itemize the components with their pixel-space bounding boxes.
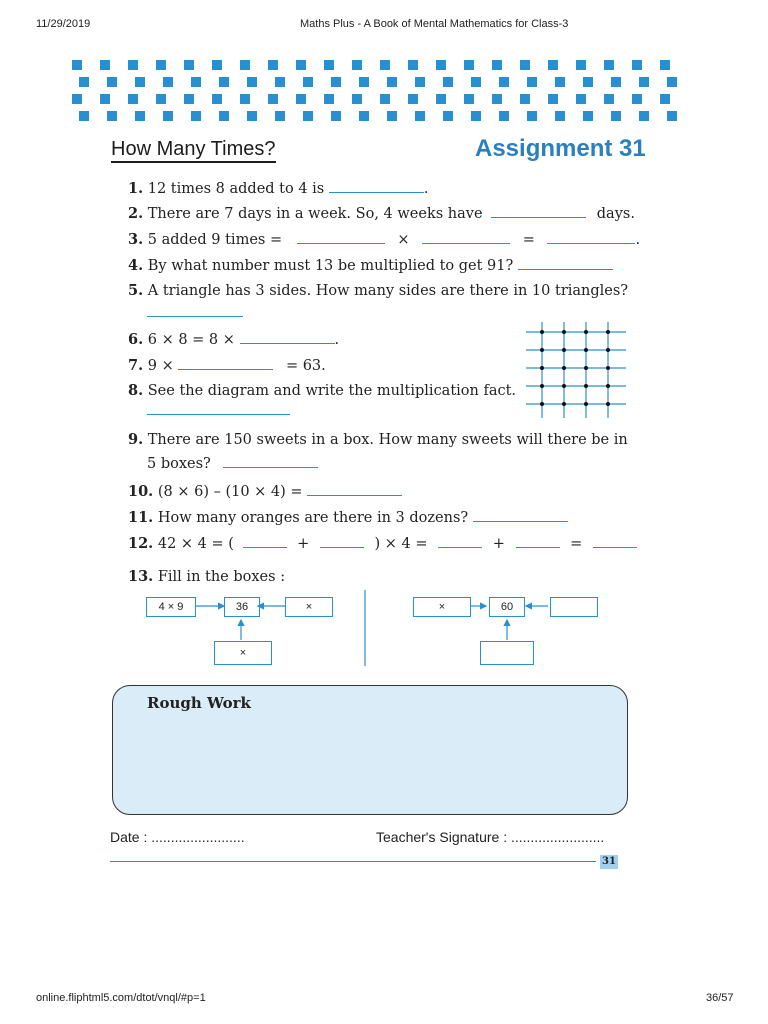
answer-blank[interactable] <box>422 231 510 244</box>
box-36: 36 <box>224 597 260 617</box>
checker-square <box>611 77 621 87</box>
checker-square <box>527 77 537 87</box>
checker-square <box>219 111 229 121</box>
page-number-badge: 31 <box>600 855 618 869</box>
checker-square <box>639 111 649 121</box>
checker-square <box>352 60 362 70</box>
answer-blank[interactable] <box>147 316 243 317</box>
assignment-title: Assignment 31 <box>475 135 646 162</box>
checker-square <box>583 77 593 87</box>
question-9: 9. There are 150 sweets in a box. How many sweets will there be in <box>128 431 628 448</box>
checker-square <box>548 94 558 104</box>
question-8: 8. See the diagram and write the multiplication fact. <box>128 382 517 399</box>
date-field: Date : ........................ <box>110 829 245 845</box>
checker-square <box>268 60 278 70</box>
checker-square <box>492 60 502 70</box>
checker-square <box>79 111 89 121</box>
checker-square <box>184 94 194 104</box>
checker-square <box>604 60 614 70</box>
checker-square <box>660 94 670 104</box>
checker-square <box>583 111 593 121</box>
box-multiply-input[interactable]: × <box>413 597 471 617</box>
checker-square <box>499 77 509 87</box>
checker-square <box>296 60 306 70</box>
question-5: 5. A triangle has 3 sides. How many sides are there in 10 triangles? <box>128 282 629 299</box>
checker-square <box>520 60 530 70</box>
checker-banner <box>72 60 688 128</box>
checker-square <box>107 111 117 121</box>
checker-square <box>240 94 250 104</box>
question-9-cont: 5 boxes? <box>147 455 318 473</box>
answer-blank[interactable] <box>243 535 287 548</box>
checker-square <box>163 111 173 121</box>
question-2: 2. There are 7 days in a week. So, 4 weeks have days. <box>128 205 635 222</box>
answer-blank[interactable] <box>329 180 424 193</box>
header-title: Maths Plus - A Book of Mental Mathematics for Class-3 <box>300 18 569 30</box>
checker-square <box>219 77 229 87</box>
checker-square <box>275 77 285 87</box>
checker-square <box>247 111 257 121</box>
checker-square <box>492 94 502 104</box>
checker-square <box>408 60 418 70</box>
checker-square <box>324 94 334 104</box>
checker-square <box>191 77 201 87</box>
checker-square <box>499 111 509 121</box>
checker-square <box>380 60 390 70</box>
box-empty-input[interactable] <box>480 641 534 665</box>
checker-square <box>135 111 145 121</box>
checker-square <box>576 94 586 104</box>
box-4x9: 4 × 9 <box>146 597 196 617</box>
box-empty-input[interactable] <box>550 597 598 617</box>
topic-title: How Many Times? <box>111 138 276 163</box>
header-date: 11/29/2019 <box>36 18 91 30</box>
footer-page-count: 36/57 <box>706 992 734 1004</box>
checker-square <box>520 94 530 104</box>
checker-square <box>380 94 390 104</box>
dot-grid-diagram <box>526 322 626 418</box>
checker-square <box>527 111 537 121</box>
checker-square <box>247 77 257 87</box>
checker-square <box>156 94 166 104</box>
checker-square <box>275 111 285 121</box>
checker-square <box>324 60 334 70</box>
answer-blank[interactable] <box>223 455 318 468</box>
checker-square <box>639 77 649 87</box>
question-11: 11. How many oranges are there in 3 dozens? <box>128 509 568 527</box>
checker-square <box>387 111 397 121</box>
checker-square <box>471 111 481 121</box>
question-7: 7. 9 × = 63. <box>128 357 326 374</box>
box-multiply-input[interactable]: × <box>214 641 272 665</box>
answer-blank[interactable] <box>320 535 364 548</box>
checker-square <box>212 60 222 70</box>
checker-square <box>100 60 110 70</box>
footer-url: online.fliphtml5.com/dtot/vnql/#p=1 <box>36 992 206 1004</box>
answer-blank[interactable] <box>491 205 586 218</box>
checker-square <box>471 77 481 87</box>
checker-square <box>611 111 621 121</box>
question-3: 3. 5 added 9 times = × = . <box>128 231 641 248</box>
checker-square <box>156 60 166 70</box>
answer-blank[interactable] <box>147 414 290 415</box>
checker-square <box>268 94 278 104</box>
checker-square <box>331 111 341 121</box>
checker-square <box>604 94 614 104</box>
checker-square <box>359 77 369 87</box>
question-10: 10. (8 × 6) – (10 × 4) = <box>128 483 402 501</box>
checker-square <box>443 111 453 121</box>
answer-blank[interactable] <box>178 357 273 370</box>
footer-rule <box>110 861 596 862</box>
answer-blank[interactable] <box>240 331 335 344</box>
checker-square <box>415 77 425 87</box>
checker-square <box>331 77 341 87</box>
answer-blank[interactable] <box>547 231 635 244</box>
checker-square <box>464 60 474 70</box>
question-12: 12. 42 × 4 = ( + ) × 4 = + = <box>128 535 637 553</box>
checker-square <box>443 77 453 87</box>
checker-square <box>387 77 397 87</box>
checker-square <box>72 94 82 104</box>
checker-square <box>72 60 82 70</box>
checker-square <box>632 94 642 104</box>
answer-blank[interactable] <box>307 483 402 496</box>
answer-blank[interactable] <box>518 257 613 270</box>
checker-square <box>212 94 222 104</box>
question-6: 6. 6 × 8 = 8 × . <box>128 331 340 348</box>
question-13: 13. Fill in the boxes : <box>128 568 286 585</box>
box-60: 60 <box>489 597 525 617</box>
checker-square <box>303 77 313 87</box>
question-1: 1. 12 times 8 added to 4 is . <box>128 180 429 197</box>
answer-blank[interactable] <box>593 535 637 548</box>
checker-square <box>135 77 145 87</box>
checker-square <box>184 60 194 70</box>
checker-square <box>163 77 173 87</box>
checker-square <box>436 94 446 104</box>
checker-square <box>408 94 418 104</box>
checker-square <box>415 111 425 121</box>
checker-square <box>464 94 474 104</box>
checker-square <box>436 60 446 70</box>
checker-square <box>632 60 642 70</box>
answer-blank[interactable] <box>516 535 560 548</box>
answer-blank[interactable] <box>297 231 385 244</box>
question-4: 4. By what number must 13 be multiplied to get 91? <box>128 257 613 275</box>
answer-blank[interactable] <box>438 535 482 548</box>
teacher-signature-field: Teacher's Signature : ........................ <box>376 829 605 845</box>
checker-square <box>352 94 362 104</box>
checker-square <box>576 60 586 70</box>
checker-square <box>548 60 558 70</box>
checker-square <box>667 111 677 121</box>
checker-square <box>128 60 138 70</box>
checker-square <box>359 111 369 121</box>
checker-square <box>303 111 313 121</box>
checker-square <box>660 60 670 70</box>
checker-square <box>555 77 565 87</box>
checker-square <box>100 94 110 104</box>
answer-blank[interactable] <box>473 509 568 522</box>
checker-square <box>79 77 89 87</box>
checker-square <box>667 77 677 87</box>
box-multiply-input[interactable]: × <box>285 597 333 617</box>
checker-square <box>128 94 138 104</box>
checker-square <box>555 111 565 121</box>
rough-work-label: Rough Work <box>147 694 251 712</box>
checker-square <box>191 111 201 121</box>
checker-square <box>296 94 306 104</box>
checker-square <box>107 77 117 87</box>
checker-square <box>240 60 250 70</box>
